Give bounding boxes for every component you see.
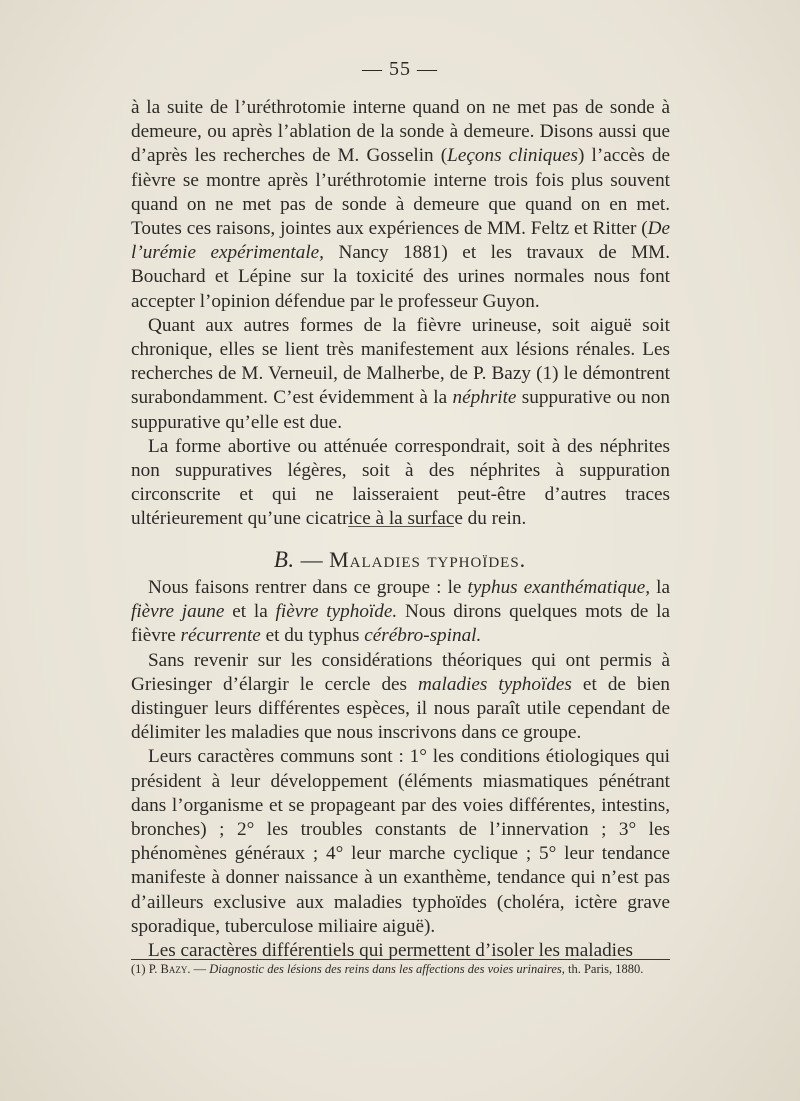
paragraph: La forme abortive ou atténuée correspondrait, soit à des néphrites non suppuratives légères, soit à des néphrites à suppuration circonscrite et qui ne laisseraient peut-être d’autres traces ultérieurement qu’une cicatrice à la surface du rein. — [131, 435, 670, 530]
paragraph: Quant aux autres formes de la fièvre urineuse, soit aiguë soit chronique, elles se lient très manifestement aux lésions rénales. Les recherches de M. Verneuil, de Malherbe, de P. Bazy (1) le démontrent surabondamment. C’est évidemment à la néphrite suppurative ou non suppurative qu’elle est due. — [131, 314, 670, 433]
paragraph: Les caractères différentiels qui permettent d’isoler les maladies — [148, 940, 633, 962]
footnote: (1) P. Bazy. — Diagnostic des lésions des reins dans les affections des voies urinaires, th. Paris, 1880. — [131, 962, 644, 976]
body-text-top — [131, 96, 670, 532]
paragraph: Leurs caractères communs sont : 1° les conditions étiologiques qui président à leur développement (éléments miasmatiques pénétrant dans l’organisme et se propageant par des voies différentes, intestins, bronches) ; 2° les troubles constants de l’innervation ; 3° les phénomènes généraux ; 4° leur marche cyclique ; 5° leur tendance manifeste à donner naissance à un exanthème, tendance qui n’est pas d’ailleurs exclusive aux maladies typhoïdes (choléra, ictère grave sporadique, tuberculose miliaire aiguë). — [131, 746, 670, 937]
section-title: Maladies typhoïdes. — [329, 547, 527, 572]
section-letter: B. — [273, 547, 295, 572]
section-divider — [348, 526, 454, 527]
paragraph: à la suite de l’uréthrotomie interne quand on ne met pas de sonde à demeure, ou après l’ablation de la sonde à demeure. Disons aussi que d’après les recherches de M. Gosselin (Leçons cliniques) l’accès de fièvre se montre après l’uréthrotomie interne trois fois plus souvent quand on ne met pas de sonde à demeure que quand on en met. Toutes ces raisons, jointes aux expériences de MM. Feltz et Ritter (De l’urémie expérimentale, Nancy 1881) et les travaux de MM. Bouchard et Lépine sur la toxicité des urines normales nous font accepter l’opinion défendue par le professeur Guyon. — [131, 97, 670, 312]
body-text-bottom — [131, 576, 670, 963]
footnote-author: P. Bazy. — [148, 962, 191, 976]
paragraph: Nous faisons rentrer dans ce groupe : le typhus exanthématique, la fièvre jaune et la fièvre typhoïde. Nous dirons quelques mots de la fièvre récurrente et du typhus cérébro-spinal. — [131, 577, 670, 647]
paragraph: Sans revenir sur les considérations théoriques qui ont permis à Griesinger d’élargir le cercle des maladies typhoïdes et de bien distinguer leurs différentes espèces, il nous paraît utile cependant de délimiter les maladies que nous inscrivons dans ce groupe. — [131, 649, 670, 744]
footnote-title: Diagnostic des lésions des reins dans les affections des voies urinaires, — [209, 962, 565, 976]
page-number: — 55 — — [362, 58, 438, 80]
footnote-rule — [131, 959, 670, 960]
section-heading: B. — Maladies typhoïdes. — [273, 547, 527, 572]
